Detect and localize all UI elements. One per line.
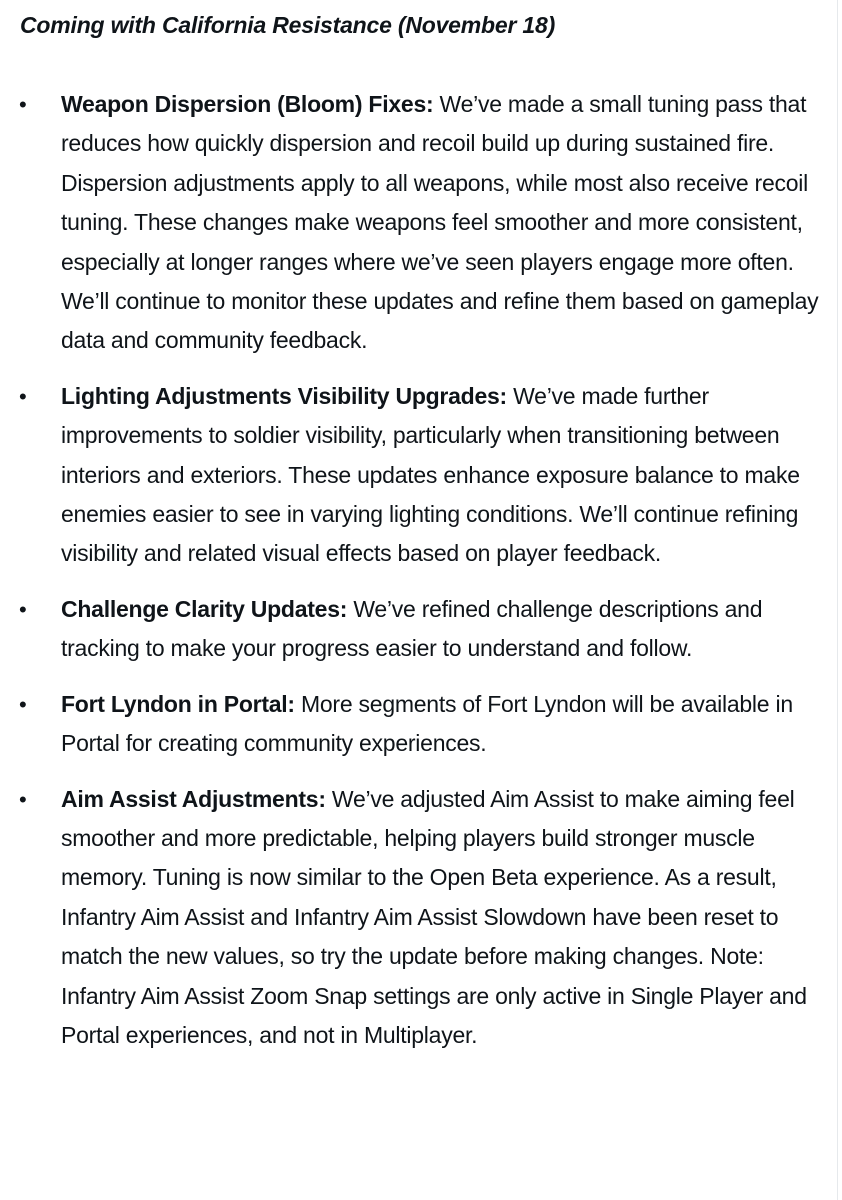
bullet-icon: • [19, 383, 27, 409]
list-item-title: Fort Lyndon in Portal: [61, 690, 295, 717]
list-item-body: More segments of Fort Lyndon will be available in Portal for creating community experiences. [61, 690, 793, 757]
list-item-title: Weapon Dispersion (Bloom) Fixes: [61, 91, 434, 117]
list-item-fort-lyndon [0, 685, 830, 764]
list-item-weapon-dispersion [0, 85, 830, 361]
list-item-text [61, 780, 820, 1056]
patch-notes-list [0, 85, 830, 1071]
list-item-title: Lighting Adjustments Visibility Upgrades: [61, 382, 507, 409]
bullet-icon: • [19, 92, 27, 117]
bullet-icon: • [19, 786, 27, 812]
list-item-title: Challenge Clarity Updates: [61, 595, 348, 622]
list-item-body: We’ve refined challenge descriptions and tracking to make your progress easier to understand and follow. [61, 595, 763, 662]
list-item-body: We’ve adjusted Aim Assist to make aiming feel smoother and more predictable, helping players build stronger muscle memory. Tuning is now similar to the Open Beta experience. As a result, Infantry Aim Assist and Infantry Aim Assist Slowdown have been reset to match the new values, so try the update before making changes. Note: Infantry Aim Assist Zoom Snap settings are only active in Single Player and Portal experiences, and not in Multiplayer. [61, 785, 807, 1048]
list-item-challenge-clarity [0, 590, 830, 669]
page-divider [837, 0, 838, 1200]
section-heading: Coming with California Resistance (November 18) [20, 12, 556, 38]
list-item-title: Aim Assist Adjustments: [61, 785, 326, 812]
bullet-icon: • [19, 691, 27, 717]
list-item-aim-assist [0, 780, 830, 1056]
list-item-text [61, 85, 820, 361]
list-item-text [61, 377, 820, 574]
list-item-body: We’ve made further improvements to soldier visibility, particularly when transitioning between interiors and exteriors. These updates enhance exposure balance to make enemies easier to see in varying lighting conditions. We’ll continue refining visibility and related visual effects based on player feedback. [61, 382, 800, 567]
list-item-text [61, 685, 820, 764]
list-item-body: We’ve made a small tuning pass that reduces how quickly dispersion and recoil build up during sustained fire. Dispersion adjustments apply to all weapons, while most also receive recoil tuning. These changes make weapons feel smoother and more consistent, especially at longer ranges where we’ve seen players engage more often. We’ll continue to monitor these updates and refine them based on gameplay data and community feedback. [61, 91, 819, 354]
list-item-text [61, 590, 820, 669]
bullet-icon: • [19, 596, 27, 622]
list-item-lighting-adjustments [0, 377, 830, 574]
